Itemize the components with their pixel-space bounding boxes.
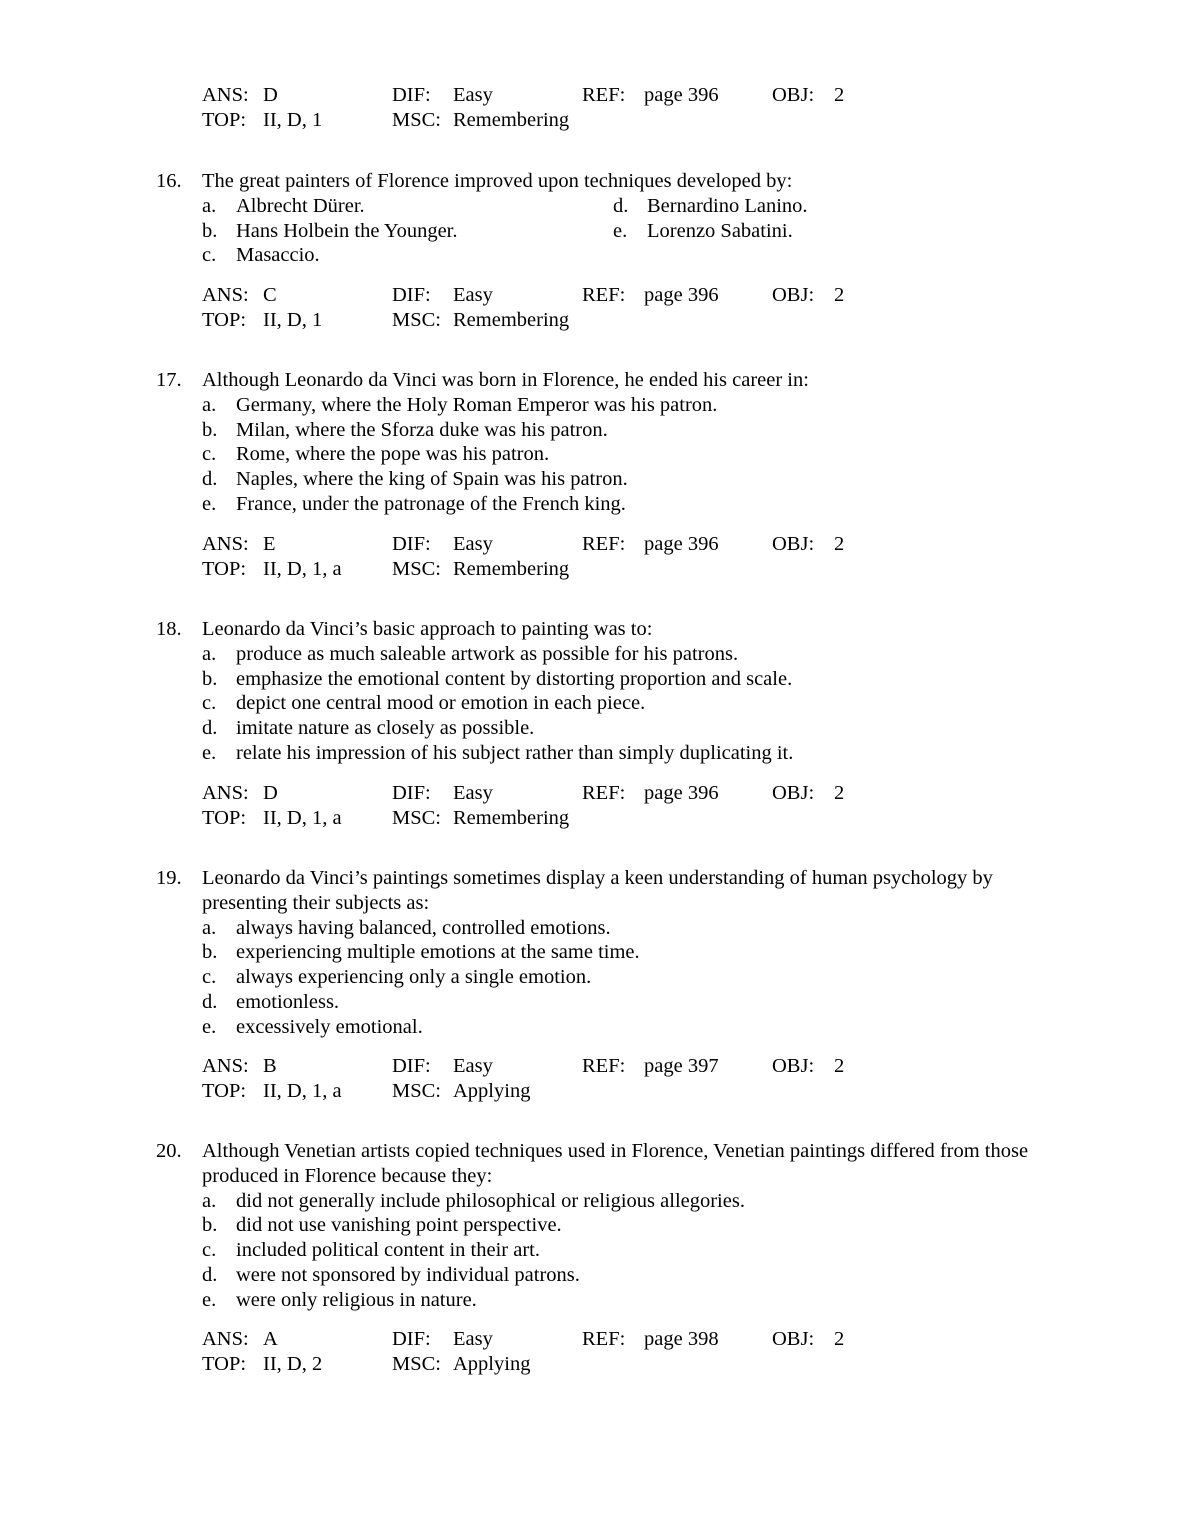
ans-value: C (263, 284, 277, 306)
top-value: II, D, 1, a (263, 806, 342, 829)
top-label: TOP: (202, 1079, 247, 1102)
option-letter: c. (202, 692, 217, 715)
ref-value: page 396 (644, 533, 719, 555)
option-text: Bernardino Lanino. (647, 194, 808, 217)
top-value: II, D, 1 (263, 108, 323, 131)
obj-value: 2 (834, 84, 845, 106)
answer-meta-17 (0, 532, 1190, 582)
option-text: France, under the patronage of the French king. (236, 492, 626, 515)
top-label: TOP: (202, 108, 247, 131)
option-letter: d. (202, 1263, 218, 1286)
dif-label: DIF: (392, 1055, 431, 1077)
top-label: TOP: (202, 557, 247, 580)
option-text: did not use vanishing point perspective. (236, 1214, 562, 1237)
obj-value: 2 (834, 284, 845, 306)
option-text: experiencing multiple emotions at the same time. (236, 941, 640, 964)
obj-label: OBJ: (772, 782, 815, 804)
ref-value: page 396 (644, 284, 719, 306)
dif-value: Easy (453, 84, 493, 106)
obj-label: OBJ: (772, 84, 815, 106)
ref-value: page 398 (644, 1328, 719, 1350)
question-stem: Leonardo da Vinci’s paintings sometimes display a keen understanding of human psychology by presenting their subjects as: (202, 867, 993, 914)
obj-label: OBJ: (772, 284, 815, 306)
option-letter: c. (202, 443, 217, 466)
ref-label: REF: (582, 533, 626, 555)
option-text: Hans Holbein the Younger. (236, 219, 458, 242)
top-label: TOP: (202, 308, 247, 331)
dif-label: DIF: (392, 533, 431, 555)
option-letter: d. (202, 990, 218, 1013)
question-number: 18. (156, 618, 182, 640)
dif-label: DIF: (392, 1328, 431, 1350)
ans-label: ANS: (202, 1328, 249, 1350)
option-text: Rome, where the pope was his patron. (236, 443, 550, 466)
option-text: included political content in their art. (236, 1239, 540, 1262)
ref-label: REF: (582, 1055, 626, 1077)
msc-label: MSC: (392, 308, 441, 331)
option-text: excessively emotional. (236, 1015, 423, 1038)
obj-value: 2 (834, 782, 845, 804)
option-letter: a. (202, 393, 217, 416)
option-letter: e. (202, 1288, 217, 1311)
msc-value: Applying (453, 1079, 531, 1102)
option-text: did not generally include philosophical or religious allegories. (236, 1189, 745, 1212)
option-letter: d. (202, 468, 218, 491)
option-letter: e. (202, 1015, 217, 1038)
option-text: emphasize the emotional content by distorting proportion and scale. (236, 667, 793, 690)
answer-meta-19 (0, 1054, 1190, 1104)
dif-value: Easy (453, 533, 493, 555)
option-letter: b. (202, 219, 218, 242)
option-letter: d. (613, 194, 629, 217)
answer-meta-prev (0, 83, 1190, 133)
option-letter: e. (202, 741, 217, 764)
option-text: Masaccio. (236, 244, 320, 267)
dif-label: DIF: (392, 782, 431, 804)
ref-label: REF: (582, 782, 626, 804)
ref-value: page 397 (644, 1055, 719, 1077)
answer-meta-18 (0, 781, 1190, 831)
ref-label: REF: (582, 84, 626, 106)
option-text: Naples, where the king of Spain was his patron. (236, 468, 628, 491)
option-text: produce as much saleable artwork as possible for his patrons. (236, 642, 739, 665)
option-letter: e. (613, 219, 628, 242)
answer-meta-16 (0, 283, 1190, 333)
option-text: Milan, where the Sforza duke was his patron. (236, 418, 608, 441)
option-text: relate his impression of his subject rather than simply duplicating it. (236, 741, 794, 764)
obj-value: 2 (834, 1055, 845, 1077)
question-number: 17. (156, 369, 182, 391)
msc-label: MSC: (392, 1079, 441, 1102)
option-text: were not sponsored by individual patrons. (236, 1263, 580, 1286)
question-number: 16. (156, 170, 182, 192)
question-stem: Although Venetian artists copied techniques used in Florence, Venetian paintings differed from those produced in Florence because they: (202, 1140, 1029, 1187)
option-text: Lorenzo Sabatini. (647, 219, 793, 242)
ref-value: page 396 (644, 84, 719, 106)
msc-value: Remembering (453, 108, 570, 131)
msc-value: Remembering (453, 806, 570, 829)
ans-value: A (263, 1328, 278, 1350)
msc-value: Remembering (453, 308, 570, 331)
option-letter: b. (202, 667, 218, 690)
question-number: 20. (156, 1140, 182, 1162)
obj-label: OBJ: (772, 1328, 815, 1350)
option-letter: b. (202, 941, 218, 964)
dif-label: DIF: (392, 284, 431, 306)
option-letter: e. (202, 492, 217, 515)
msc-label: MSC: (392, 557, 441, 580)
top-value: II, D, 1, a (263, 1079, 342, 1102)
ans-value: D (263, 84, 278, 106)
obj-label: OBJ: (772, 1055, 815, 1077)
option-letter: a. (202, 1189, 217, 1212)
dif-label: DIF: (392, 84, 431, 106)
obj-label: OBJ: (772, 533, 815, 555)
question-stem: Leonardo da Vinci’s basic approach to painting was to: (202, 618, 653, 640)
ans-label: ANS: (202, 1055, 249, 1077)
option-letter: a. (202, 916, 217, 939)
msc-value: Remembering (453, 557, 570, 580)
dif-value: Easy (453, 1328, 493, 1350)
answer-meta-20 (0, 1327, 1190, 1377)
option-text: always experiencing only a single emotion. (236, 966, 592, 989)
question-stem: Although Leonardo da Vinci was born in Florence, he ended his career in: (202, 369, 809, 391)
top-label: TOP: (202, 806, 247, 829)
top-value: II, D, 1, a (263, 557, 342, 580)
top-value: II, D, 1 (263, 308, 323, 331)
ref-label: REF: (582, 1328, 626, 1350)
obj-value: 2 (834, 1328, 845, 1350)
dif-value: Easy (453, 284, 493, 306)
msc-label: MSC: (392, 108, 441, 131)
option-letter: a. (202, 642, 217, 665)
msc-value: Applying (453, 1352, 531, 1375)
dif-value: Easy (453, 1055, 493, 1077)
ans-label: ANS: (202, 533, 249, 555)
option-text: imitate nature as closely as possible. (236, 717, 535, 740)
option-text: always having balanced, controlled emotions. (236, 916, 611, 939)
option-letter: b. (202, 1214, 218, 1237)
ref-value: page 396 (644, 782, 719, 804)
option-letter: c. (202, 1239, 217, 1262)
option-letter: b. (202, 418, 218, 441)
question-number: 19. (156, 867, 182, 889)
option-text: were only religious in nature. (236, 1288, 477, 1311)
ans-value: B (263, 1055, 277, 1077)
ans-value: E (263, 533, 276, 555)
ans-label: ANS: (202, 84, 249, 106)
option-text: depict one central mood or emotion in each piece. (236, 692, 646, 715)
top-value: II, D, 2 (263, 1352, 323, 1375)
top-label: TOP: (202, 1352, 247, 1375)
dif-value: Easy (453, 782, 493, 804)
ans-value: D (263, 782, 278, 804)
option-letter: a. (202, 194, 217, 217)
option-letter: d. (202, 717, 218, 740)
obj-value: 2 (834, 533, 845, 555)
ref-label: REF: (582, 284, 626, 306)
ans-label: ANS: (202, 284, 249, 306)
option-letter: c. (202, 966, 217, 989)
option-text: Germany, where the Holy Roman Emperor was his patron. (236, 393, 718, 416)
option-text: Albrecht Dürer. (236, 194, 365, 217)
ans-label: ANS: (202, 782, 249, 804)
option-letter: c. (202, 244, 217, 267)
question-stem: The great painters of Florence improved upon techniques developed by: (202, 170, 793, 192)
msc-label: MSC: (392, 1352, 441, 1375)
option-text: emotionless. (236, 990, 340, 1013)
msc-label: MSC: (392, 806, 441, 829)
